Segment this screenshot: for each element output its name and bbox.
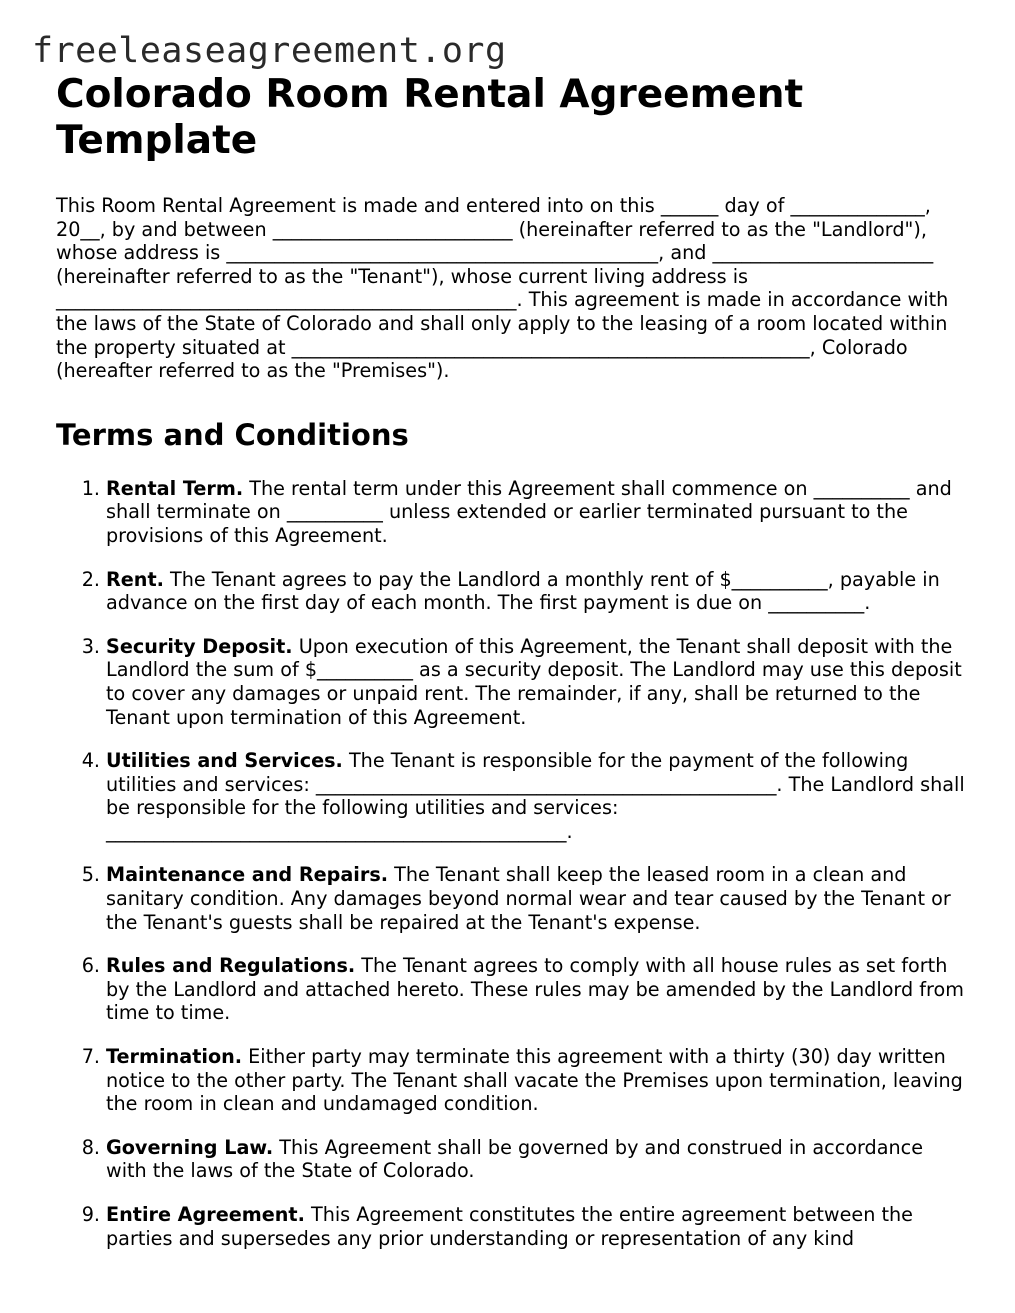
term-number: 2. [81, 567, 100, 591]
term-item-rental-term [56, 477, 966, 548]
term-text: Upon execution of this Agreement, the Tenant shall deposit with the Landlord the sum of $__________ as a security deposit. The Landlord may use this deposit to cover any damages or unpaid rent. The remainder, if any, shall be returned to the Tenant upon termination of this Agreement. [106, 634, 968, 729]
term-item-maintenance [56, 863, 966, 934]
term-number: 4. [81, 749, 100, 773]
document-page [56, 72, 971, 1270]
term-item-entire-agreement [56, 1203, 966, 1250]
term-item-rent [56, 568, 966, 615]
term-number: 3. [81, 634, 100, 658]
term-text: This Agreement constitutes the entire agreement between the parties and supersedes any prior understanding or representation of any kind [106, 1203, 920, 1250]
terms-section-heading: Terms and Conditions [56, 417, 409, 452]
term-number: 9. [81, 1203, 100, 1226]
term-heading: Rental Term. [106, 476, 244, 500]
term-text: This Agreement shall be governed by and construed in accordance with the laws of the State of Colorado. [106, 1135, 930, 1183]
term-number: 8. [81, 1135, 100, 1159]
term-item-utilities [56, 749, 971, 843]
term-text: Either party may terminate this agreement with a thirty (30) day written notice to the other party. The Tenant shall vacate the Premises upon termination, leaving the room in clean and undamaged condition. [106, 1045, 969, 1116]
term-text: The Tenant agrees to pay the Landlord a monthly rent of $__________, payable in advance on the first day of each month. The first payment is due on __________. [106, 567, 946, 615]
site-watermark: freeleaseagreement.org [32, 31, 507, 71]
term-item-security-deposit [56, 635, 966, 729]
term-heading: Rules and Regulations. [106, 954, 356, 978]
term-item-rules [56, 954, 971, 1025]
term-number: 7. [81, 1045, 100, 1069]
term-text: The Tenant is responsible for the payment of the following utilities and services: ________________________________________________. The Landlord shall be responsible for the following utilities and services: ________________________________________________. [106, 749, 971, 843]
term-number: 1. [81, 476, 100, 500]
term-heading: Utilities and Services. [106, 749, 343, 773]
term-number: 5. [81, 863, 100, 887]
term-text: The rental term under this Agreement shall commence on __________ and shall terminate on __________ unless extended or earlier terminated pursuant to the provisions of this Agreement. [106, 476, 958, 547]
term-item-termination [56, 1045, 969, 1116]
term-heading: Termination. [106, 1045, 243, 1069]
term-heading: Governing Law. [106, 1135, 274, 1159]
terms-list [56, 476, 971, 1250]
term-item-governing-law [56, 1136, 966, 1183]
term-text: The Tenant shall keep the leased room in a clean and sanitary condition. Any damages beyond normal wear and tear caused by the Tenant or the Tenant's guests shall be repaired at the Tenant's expense. [106, 863, 957, 934]
term-heading: Entire Agreement. [106, 1203, 305, 1226]
term-heading: Maintenance and Repairs. [106, 863, 389, 887]
intro-paragraph: This Room Rental Agreement is made and entered into on this ______ day of ______________, 20__, by and between _________________________ (hereinafter referred to as the "Landlord"), whose address is _____________________________________________, and _______________________ (hereinafter referred to as the "Tenant"), whose current living address is ________________________________________________. This agreement is made in accordance with the laws of the State of Colorado and shall only apply to the leasing of a room located within the property situated at ______________________________________________________, Colorado (hereafter referred to as the "Premises"). [56, 194, 955, 383]
term-heading: Security Deposit. [106, 634, 293, 658]
term-number: 6. [81, 954, 100, 978]
document-title: Colorado Room Rental Agreement Template [56, 72, 804, 163]
term-text: The Tenant agrees to comply with all house rules as set forth by the Landlord and attached hereto. These rules may be amended by the Landlord from time to time. [106, 954, 971, 1025]
term-heading: Rent. [106, 567, 164, 591]
